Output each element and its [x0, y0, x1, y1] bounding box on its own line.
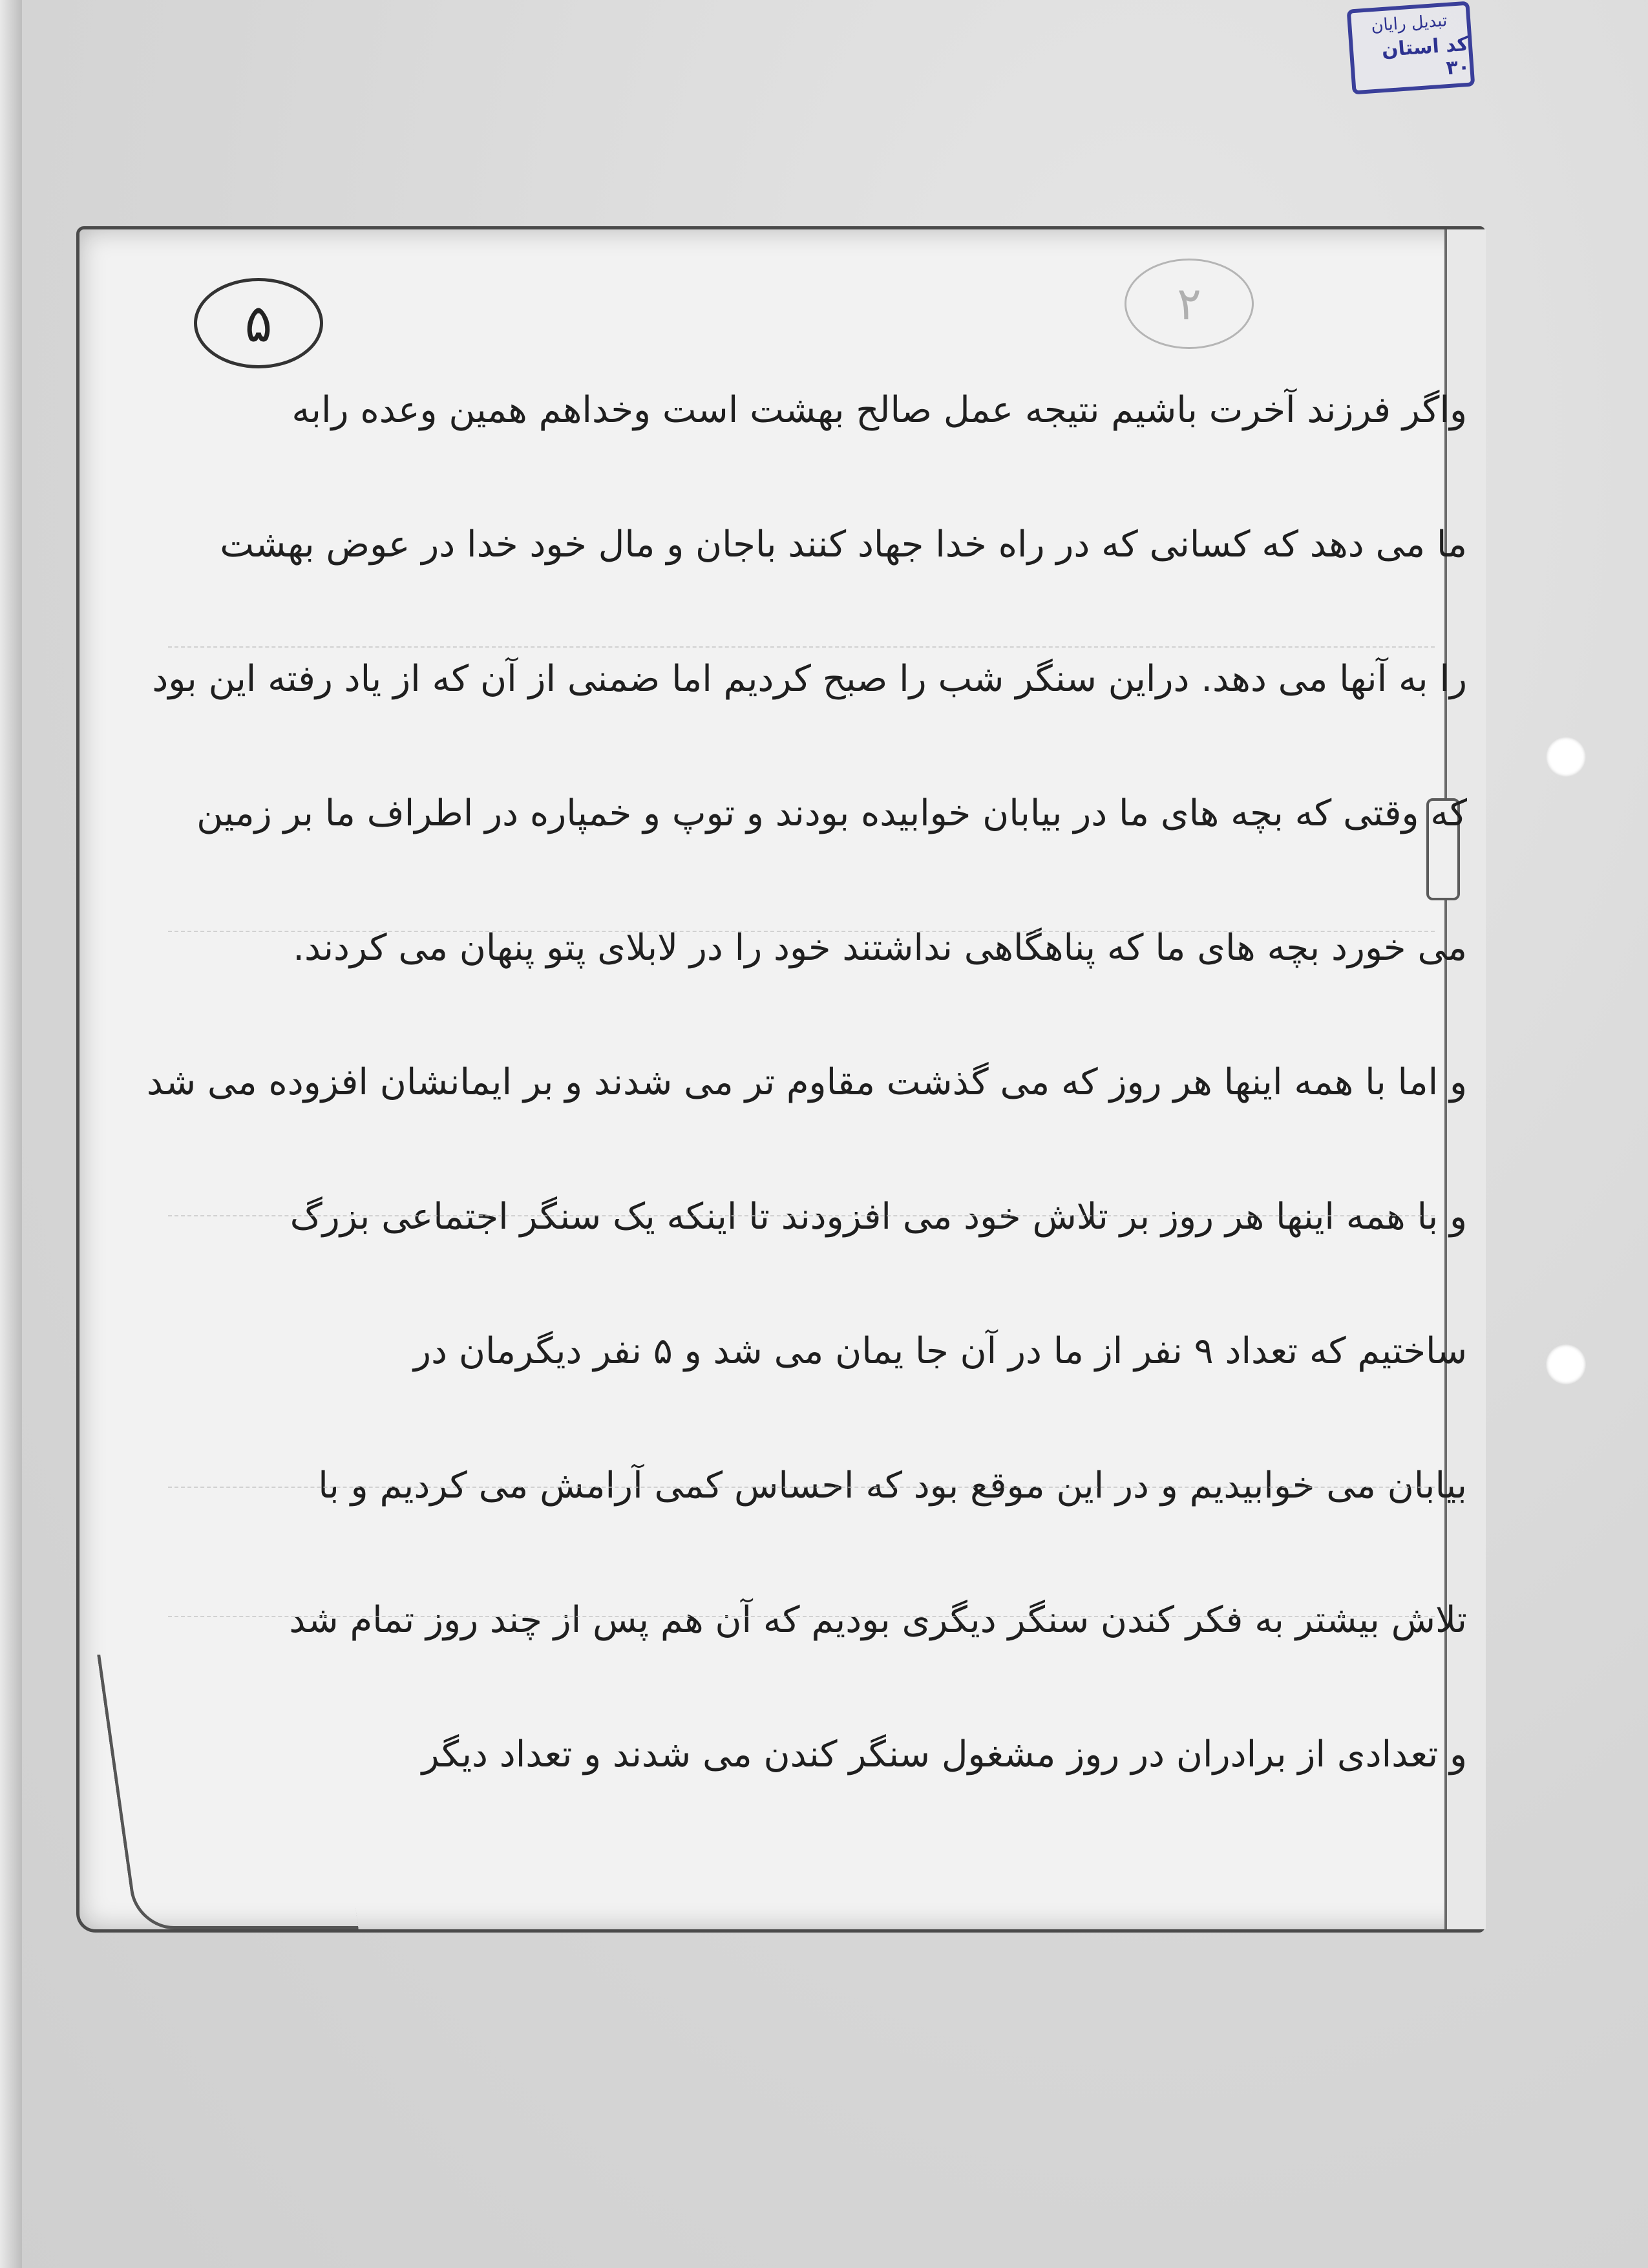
text-line-4: که وقتی که بچه های ما در بیابان خوابیده بودند و توپ و خمپاره در اطراف ما بر زمین — [196, 792, 1467, 834]
text-line-8: ساختیم که تعداد ۹ نفر از ما در آن جا یمان می شد و ۵ نفر دیگرمان در — [414, 1330, 1467, 1372]
bleed-through-line — [168, 1189, 1435, 1216]
text-line-6: و اما با همه اینها هر روز که می گذشت مقاوم تر می شدند و بر ایمانشان افزوده می شد — [146, 1061, 1467, 1103]
text-line-3: را به آنها می دهد. دراین سنگر شب را صبح کردیم اما ضمنی از آن که از یاد رفته این بود — [152, 658, 1467, 700]
stamp-line-1: تبدیل رایان — [1370, 11, 1448, 36]
text-line-10: تلاش بیشتر به فکر کندن سنگر دیگری بودیم که آن هم پس از چند روز تمام شد — [289, 1599, 1467, 1641]
text-line-1: واگر فرزند آخرت باشیم نتیجه عمل صالح بهشت است وخداهم همین وعده رابه — [291, 389, 1467, 431]
bleed-through-line — [168, 1461, 1435, 1488]
text-line-9: بیابان می خوابیدیم و در این موقع بود که احساس کمی آرامش می کردیم و با — [318, 1465, 1467, 1507]
text-line-11: و تعدادی از برادران در روز مشغول سنگر کندن می شدند و تعداد دیگر — [421, 1733, 1467, 1775]
punch-hole-bottom — [1546, 1344, 1586, 1384]
punch-hole-top — [1546, 737, 1586, 777]
bleed-through-line — [168, 620, 1435, 648]
handwritten-text — [136, 381, 1467, 1860]
stamp-line-2: کد استان ۳۰ — [1380, 32, 1471, 80]
text-line-5: می خورد بچه های ما که پناهگاهی نداشتند خود را در لابلای پتو پنهان می کردند. — [293, 927, 1467, 969]
text-line-7: و با همه اینها هر روز بر تلاش خود می افزودند تا اینکه یک سنگر اجتماعی بزرگ — [290, 1196, 1467, 1238]
archive-stamp — [1347, 1, 1475, 95]
faint-page-number: ۲ — [1125, 259, 1254, 349]
page-corner-curl — [97, 1655, 359, 1929]
scan-left-edge — [0, 0, 22, 2268]
page-number: ۵ — [194, 278, 323, 368]
text-line-2: ما می دهد که کسانی که در راه خدا جهاد کنند باجان و مال خود خدا در عوض بهشت — [220, 524, 1467, 566]
bleed-through-line — [168, 1590, 1435, 1617]
bleed-through-line — [168, 905, 1435, 932]
